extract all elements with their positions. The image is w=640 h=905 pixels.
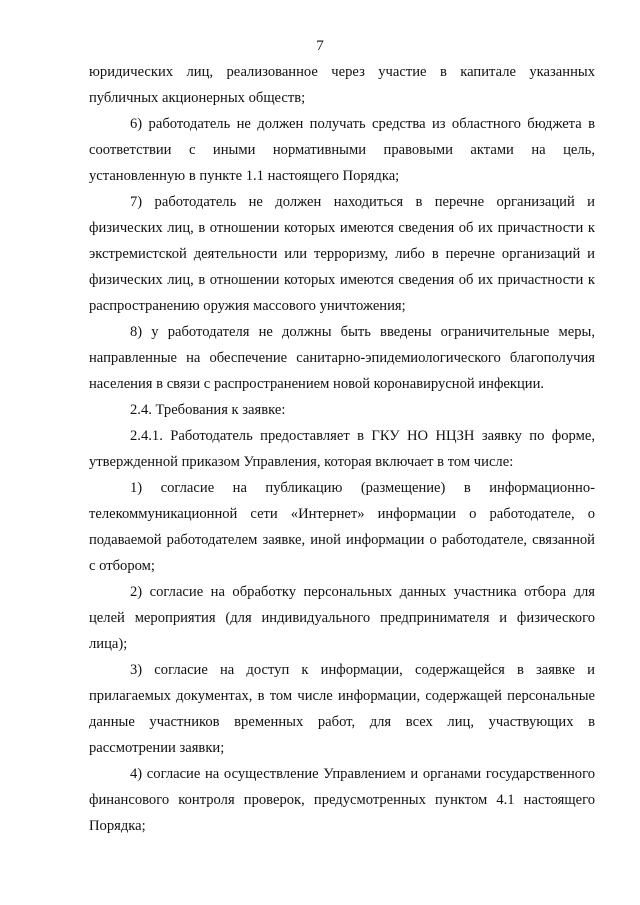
consent-item-2: 2) согласие на обработку персональных данных участника отбора для целей мероприятия (для индивидуального предпринимателя и физического лица); xyxy=(89,584,595,652)
paragraph-item-7: 7) работодатель не должен находиться в перечне организаций и физических лиц, в отношении которых имеются сведения об их причастности к экстремистской деятельности или терроризму, либо в перечне организаций и физических лиц, в отношении которых имеются сведения об их причастности к распространению оружия массового уничтожения; xyxy=(89,194,595,314)
paragraph-2-4-1: 2.4.1. Работодатель предоставляет в ГКУ НО НЦЗН заявку по форме, утвержденной приказом Управления, которая включает в том числе: xyxy=(89,428,595,470)
consent-item-4: 4) согласие на осуществление Управлением и органами государственного финансового контроля проверок, предусмотренных пунктом 4.1 настоящего Порядка; xyxy=(89,766,595,834)
paragraph-item-8: 8) у работодателя не должны быть введены ограничительные меры, направленные на обеспечение санитарно-эпидемиологического благополучия населения в связи с распространением новой коронавирусной инфекции. xyxy=(89,324,595,392)
paragraph-item-6: 6) работодатель не должен получать средства из областного бюджета в соответствии с иными нормативными правовыми актами на цель, установленную в пункте 1.1 настоящего Порядка; xyxy=(89,116,595,184)
consent-item-3: 3) согласие на доступ к информации, содержащейся в заявке и прилагаемых документах, в том числе информации, содержащей персональные данные участников временных работ, для всех лиц, участвующих в рассмотрении заявки; xyxy=(89,662,595,756)
paragraph-continuation: юридических лиц, реализованное через участие в капитале указанных публичных акционерных обществ; xyxy=(89,64,595,106)
document-body xyxy=(89,59,595,839)
consent-item-1: 1) согласие на публикацию (размещение) в информационно-телекоммуникационной сети «Интернет» информации о работодателе, о подаваемой работодателем заявке, иной информации о работодателе, связанной с отбором; xyxy=(89,480,595,574)
page-number: 7 xyxy=(316,38,324,54)
section-heading-2-4: 2.4. Требования к заявке: xyxy=(130,402,286,418)
